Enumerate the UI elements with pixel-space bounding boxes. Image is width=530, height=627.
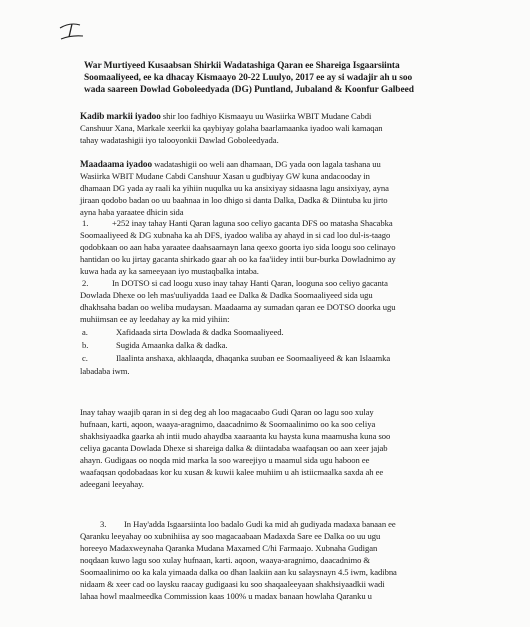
heading-line: War Murtiyeed Kusaabsan Shirkii Wadatashiga Qaran ee Shareiga Isgaarsiinta	[84, 61, 400, 71]
paragraph-line	[80, 159, 381, 170]
sublist-item: Ilaalinta anshaxa, akhlaaqda, dhaqanka suuban ee Soomaaliyeed & kan Islaamka	[116, 353, 391, 363]
paragraph-line: shakhsiyaadka gaarka ah intii mudo ahaydba xaaraanta ku haysta kuna maamusha kuna soo	[80, 431, 391, 441]
heading-line: Soomaaliyeed, ee ka dhacay Kismaayo 20-22 Luulyo, 2017 ee ay si wadajir ah u soo	[84, 73, 413, 83]
paragraph-line: adeegani leeyahay.	[80, 479, 144, 489]
sublist-item: Xafidaada sirta Dowlada & dadka Soomaaliyeed.	[116, 327, 284, 337]
paragraph-text: shir loo fadhiyo Kismaayu uu Wasiirka WBIT Mudane Cabdi	[160, 111, 372, 121]
paragraph-lead: Maadaama iyadoo	[80, 159, 152, 169]
list-item-line: muhiimsan ee ay leedahay ay ka mid yihiin:	[80, 314, 230, 324]
list-item-line: nidaam & xeer cad oo laysku raacay gudigaasi ku soo shaqaaleeyaan shakhsiyaadkii wadi	[80, 579, 385, 589]
paragraph-line: hufnaan, karti, aqoon, waaya-aragnimo, daacadnimo & Soomaalinimo oo ka soo celiya	[80, 419, 376, 429]
list-item-line: hantidan oo ku jirtay gacanta shirkado gaar ah oo ka faa'iidey intii bur-burka Dowladnimo ay	[80, 254, 396, 264]
paragraph-line: Wasiirka WBIT Mudane Cabdi Canshuur Xasan u gudbiyay GW kuna andacooday in	[80, 171, 370, 181]
list-item-line: lahaa howl maalmeedka Commission kaas 100% u madax banaan howlaha Qaranku u	[80, 591, 372, 601]
list-number: 2.	[82, 278, 89, 288]
sublist-tail: labadaba iwm.	[80, 366, 130, 376]
list-item-line: Dowlada Dhexe oo leh mas'uuliyadda 1aad ee Dalka & Dadka Soomaaliyeed sida ugu	[80, 290, 373, 300]
paragraph-line: waafaqsan qodobadaas kor ku xusan & kuwii kalee muhiim u ah istiicmaalka saxda ah ee	[80, 467, 384, 477]
list-item-line: In Hay'adda Isgaarsiinta loo badalo Gudi ka mid ah gudiyada madaxa banaan ee	[124, 519, 396, 529]
paragraph-line: ayna haba yaraatee dhicin sida	[80, 207, 184, 217]
paragraph-line: jiraan qodobo badan oo uu baahnaa in loo dhigo si danta Dalka, Dadka & Diintuba ku jirto	[80, 195, 388, 205]
list-item-line: Qaranku leeyahay oo xubnihiisa ay soo magacaabaan Madaxda Sare ee Dalka oo uu ugu	[80, 531, 381, 541]
list-item-line: +252 inay tahay Hanti Qaran laguna soo celiyo gacanta DFS oo matasha Shacabka	[112, 218, 393, 228]
list-item-line: horeeyo Madaxweynaha Qaranka Mudana Maxamed C/hi Farmaajo. Xubnaha Gudigan	[80, 543, 378, 553]
sublist-letter: b.	[82, 340, 89, 350]
sublist-letter: a.	[82, 327, 88, 337]
paragraph-line: dhamaan DG yada ay raali ka yihiin nuqulka uu ka ansixiyay sidaasna lagu ansixiyay, ayna	[80, 183, 389, 193]
paragraph-line: ahayn. Gudigaas oo noqda mid marka la soo wareejiyo u maamul sida ugu haboon ee	[80, 455, 370, 465]
list-item-line: In DOTSO si cad loogu xuso inay tahay Hanti Qaran, looguna soo celiyo gacanta	[112, 278, 388, 288]
list-number: 3.	[100, 519, 107, 529]
paragraph-line: Canshuur Xana, Markale xeerkii ka qaybiyay golaha baarlamaanka iyadoo wali kamaqan	[80, 123, 383, 133]
paragraph-line: celiya gacanta Dowlada Dhexe si shareiga dalka & diintadaba waafaqsan oo aan xeer jajab	[80, 443, 388, 453]
paragraph-line: tahay wadatashigii iyo talooyonkii Dawlad Goboleedyada.	[80, 135, 279, 145]
heading-line: wada saareen Dowlad Goboleedyada (DG) Puntland, Jubaland & Koonfur Galbeed	[84, 85, 414, 95]
paragraph-text: wadatashigii oo weli aan dhamaan, DG yada oon lagala tashana uu	[152, 159, 381, 169]
list-number: 1.	[82, 218, 89, 228]
sublist-letter: c.	[82, 353, 88, 363]
list-item-line: Soomaaliyeed & DG xubnaha ka ah DFS, iyadoo waliba ay ahayd in si cad loo dul-is-taago	[80, 230, 391, 240]
list-item-line: qodobkaan oo aan haba yaraatee daahsaarnayn lana qeexo goorta iyo sida loogu soo celinayo	[80, 242, 396, 252]
sublist-item: Sugida Amaanka dalka & dadka.	[116, 340, 228, 350]
list-item-line: dhakhsaha badan oo weliba mudaysan. Maadaama ay sumadan qaran ee DOTSO doorka ugu	[80, 302, 396, 312]
list-item-line: Soomaalinimo oo ka kala yimaada dalka oo dhan laakiin aan ku salaysnayn 4.5 iwm, kadibna	[80, 567, 397, 577]
list-item-line: noqdaan kuwo lagu soo xulay hufnaan, karti. aqoon, waaya-aragnimo, daacadnimo &	[80, 555, 371, 565]
paragraph-line: Inay tahay waajib qaran in si deg deg ah loo magacaabo Gudi Qaran oo lagu soo xulay	[80, 407, 374, 417]
list-item-line: kuwa hada ay ka sameeyaan iyo mustaqbalka intaba.	[80, 266, 259, 276]
paragraph-line	[80, 111, 371, 122]
handwritten-mark	[56, 18, 90, 42]
paragraph-lead: Kadib markii iyadoo	[80, 111, 161, 121]
